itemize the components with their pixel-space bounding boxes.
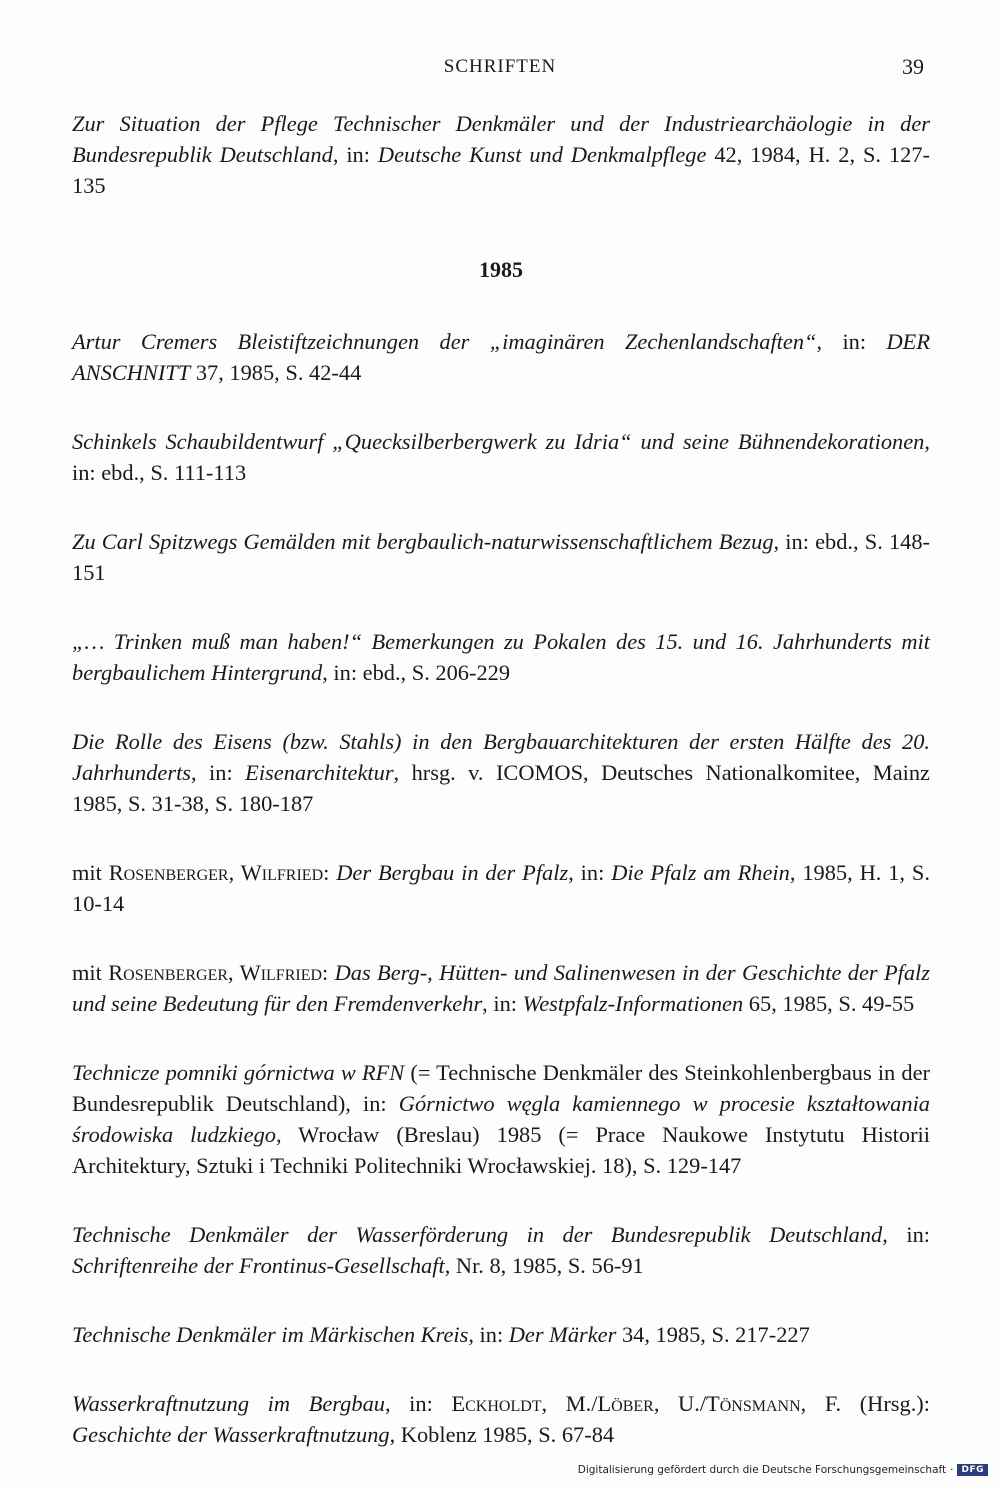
- bibliography-entry: [72, 957, 930, 1019]
- year-heading: 1985: [479, 257, 523, 282]
- entry-text: , in:: [568, 860, 612, 885]
- running-title: SCHRIFTEN: [443, 56, 557, 77]
- entry-text: , in:: [191, 760, 246, 785]
- entry-text: (= Technische Denkmäler des Steinkohlenbergbaus in der Bundesrepublik Deutschland), in:: [72, 1060, 930, 1116]
- entry-prefix: mit: [72, 860, 109, 885]
- bibliography-entry: [72, 1057, 930, 1181]
- entry-text: (Hrsg.):: [841, 1391, 930, 1416]
- entry-text: , in:: [332, 142, 378, 167]
- entry-details: , in: ebd., S. 148-151: [72, 529, 930, 585]
- entry-text: :: [323, 860, 337, 885]
- entry-text: , in:: [816, 329, 887, 354]
- entry-source: DER ANSCHNITT: [72, 329, 930, 385]
- entry-prefix: mit: [72, 960, 109, 985]
- entry-title: Technische Denkmäler der Wasserförderung in der Bundesrepublik Deutschland: [72, 1222, 883, 1247]
- entry-title: Artur Cremers Bleistiftzeichnungen der „imaginären Zechenlandschaften“: [72, 329, 817, 354]
- entry-details: , Wrocław (Breslau) 1985 (= Prace Naukowe Instytutu Historii Architektury, Sztuki i Techniki Politechniki Wrocławskiej. 18), S. 129-147: [72, 1122, 930, 1178]
- entry-title: Zur Situation der Pflege Technischer Denkmäler und der Industriearchäologie in der Bundesrepublik Deutschland: [72, 111, 930, 167]
- entry-title: Technische Denkmäler im Märkischen Kreis: [72, 1322, 469, 1347]
- entry-editors: Eckholdt, M./Löber, U./Tönsmann, F.: [451, 1391, 842, 1416]
- bibliography-entry: [72, 1219, 930, 1281]
- dfg-logo: DFG: [957, 1464, 988, 1476]
- bibliography-entry: [72, 857, 930, 919]
- entry-details: 37, 1985, S. 42-44: [190, 360, 362, 385]
- entry-details: , Nr. 8, 1985, S. 56-91: [444, 1253, 644, 1278]
- entry-title: Die Rolle des Eisens (bzw. Stahls) in den Bergbauarchitekturen der ersten Hälfte des 20. Jahrhunderts: [72, 729, 930, 785]
- bibliography-entry: [72, 726, 930, 819]
- entry-text: , in:: [482, 991, 523, 1016]
- entry-text: , in:: [882, 1222, 930, 1247]
- entry-source: Deutsche Kunst und Denkmalpflege: [377, 142, 707, 167]
- bibliography-entry: [72, 526, 930, 588]
- entry-title: Schinkels Schaubildentwurf „Quecksilberbergwerk zu Idria“ und seine Bühnendekorationen: [72, 429, 925, 454]
- entry-coauthor: Rosenberger, Wilfried: [108, 860, 324, 885]
- entry-coauthor: Rosenberger, Wilfried: [108, 960, 323, 985]
- bibliography-entry: [72, 1319, 930, 1350]
- entry-text: , in:: [384, 1391, 452, 1416]
- entry-details: 42, 1984, H. 2, S. 127-135: [72, 142, 931, 198]
- bibliography-entry: [72, 626, 930, 688]
- entry-details: 34, 1985, S. 217-227: [616, 1322, 810, 1347]
- entry-source: Eisenarchitektur: [245, 760, 394, 785]
- bibliography-list: [72, 108, 930, 1488]
- footer-text: Digitalisierung gefördert durch die Deutsche Forschungsgemeinschaft: [577, 1464, 947, 1476]
- bibliography-entry: [72, 1388, 930, 1450]
- page-number: 39: [902, 54, 924, 79]
- digitization-footer: [578, 1464, 988, 1476]
- bibliography-entry: [72, 108, 930, 201]
- entry-source: Schriftenreihe der Frontinus-Gesellschaft: [72, 1253, 445, 1278]
- entry-source: Der Märker: [508, 1322, 617, 1347]
- footer-separator: ·: [950, 1464, 954, 1476]
- bibliography-entry: [72, 326, 930, 388]
- entry-source: Westpfalz-Informationen: [522, 991, 744, 1016]
- entry-details: , 1985, H. 1, S. 10-14: [72, 860, 930, 916]
- entry-text: , in:: [468, 1322, 509, 1347]
- entry-source: Górnictwo węgla kamiennego w procesie kształtowania środowiska ludzkiego: [72, 1091, 930, 1147]
- entry-title: „… Trinken muß man haben!“ Bemerkungen zu Pokalen des 15. und 16. Jahrhunderts mit bergbaulichem Hintergrund: [72, 629, 930, 685]
- entry-details: , Koblenz 1985, S. 67-84: [389, 1422, 615, 1447]
- bibliography-entry: [72, 426, 930, 488]
- entry-source: Die Pfalz am Rhein: [611, 860, 790, 885]
- entry-details: , in: ebd., S. 206-229: [322, 660, 511, 685]
- entry-details: , hrsg. v. ICOMOS, Deutsches Nationalkomitee, Mainz 1985, S. 31-38, S. 180-187: [72, 760, 930, 816]
- entry-source: Geschichte der Wasserkraftnutzung: [72, 1422, 390, 1447]
- entry-title: Technicze pomniki górnictwa w RFN: [72, 1060, 405, 1085]
- entry-title: Zu Carl Spitzwegs Gemälden mit bergbaulich-naturwissenschaftlichem Bezug: [72, 529, 774, 554]
- entry-details: 65, 1985, S. 49-55: [743, 991, 915, 1016]
- page-header: [70, 54, 930, 84]
- entry-details: , in: ebd., S. 111-113: [72, 429, 930, 485]
- entry-text: :: [322, 960, 335, 985]
- entry-title: Wasserkraftnutzung im Bergbau: [72, 1391, 385, 1416]
- entry-title: Das Berg-, Hütten- und Salinenwesen in der Geschichte der Pfalz und seine Bedeutung für den Fremdenverkehr: [72, 960, 930, 1016]
- entry-title: Der Bergbau in der Pfalz: [336, 860, 569, 885]
